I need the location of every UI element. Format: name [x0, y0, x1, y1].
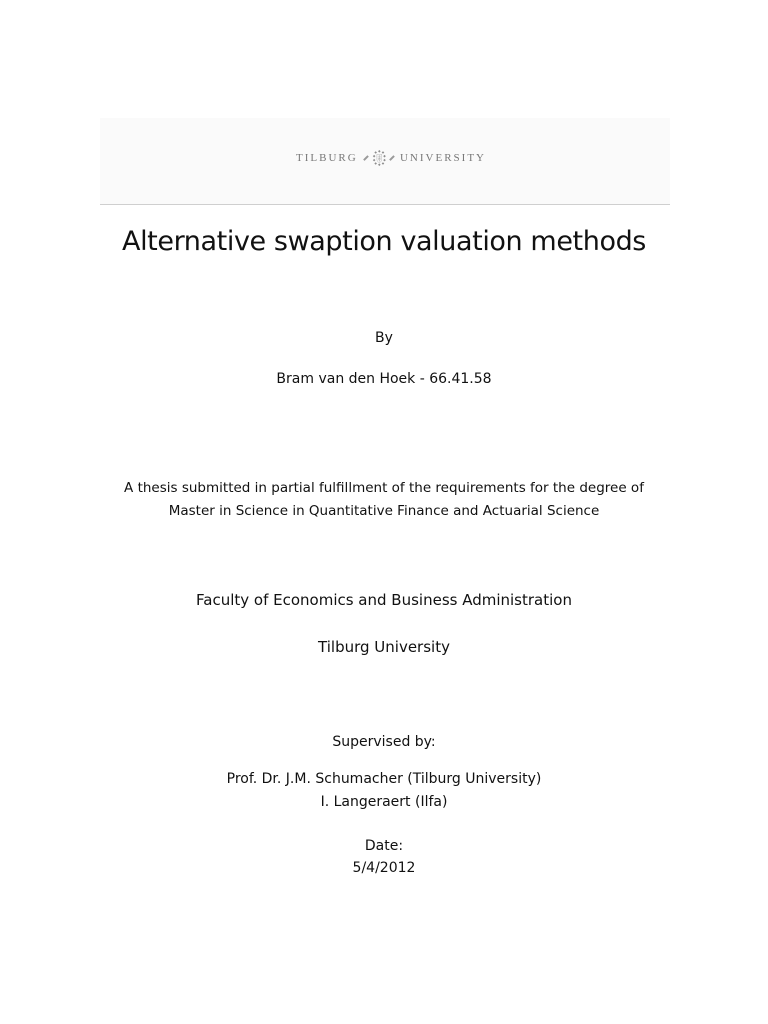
description-line-2: Master in Science in Quantitative Finance and Actuarial Science	[168, 503, 600, 519]
date-label: Date:	[364, 838, 404, 854]
description-line-1: A thesis submitted in partial fulfillment of the requirements for the degree of	[124, 480, 644, 496]
supervised-by-label: Supervised by:	[332, 734, 436, 750]
faculty-name: Faculty of Economics and Business Administration	[196, 591, 572, 609]
logo-text-left: TILBURG	[296, 152, 358, 164]
thesis-title: Alternative swaption valuation methods	[122, 226, 646, 257]
logo-text-right: UNIVERSITY	[399, 152, 486, 164]
header-divider	[100, 204, 670, 205]
supervisor-name: Prof. Dr. J.M. Schumacher (Tilburg University)	[226, 771, 542, 787]
date-value: 5/4/2012	[352, 860, 416, 876]
university-emblem-icon	[372, 132, 387, 184]
university-name: Tilburg University	[318, 638, 450, 656]
logo-diamond-icon	[363, 155, 369, 161]
logo-diamond-icon	[389, 155, 395, 161]
supervisor-name: I. Langeraert (Ilfa)	[320, 794, 448, 810]
author-line: Bram van den Hoek - 66.41.58	[276, 371, 492, 387]
by-label: By	[375, 330, 393, 346]
university-logo	[296, 132, 486, 184]
